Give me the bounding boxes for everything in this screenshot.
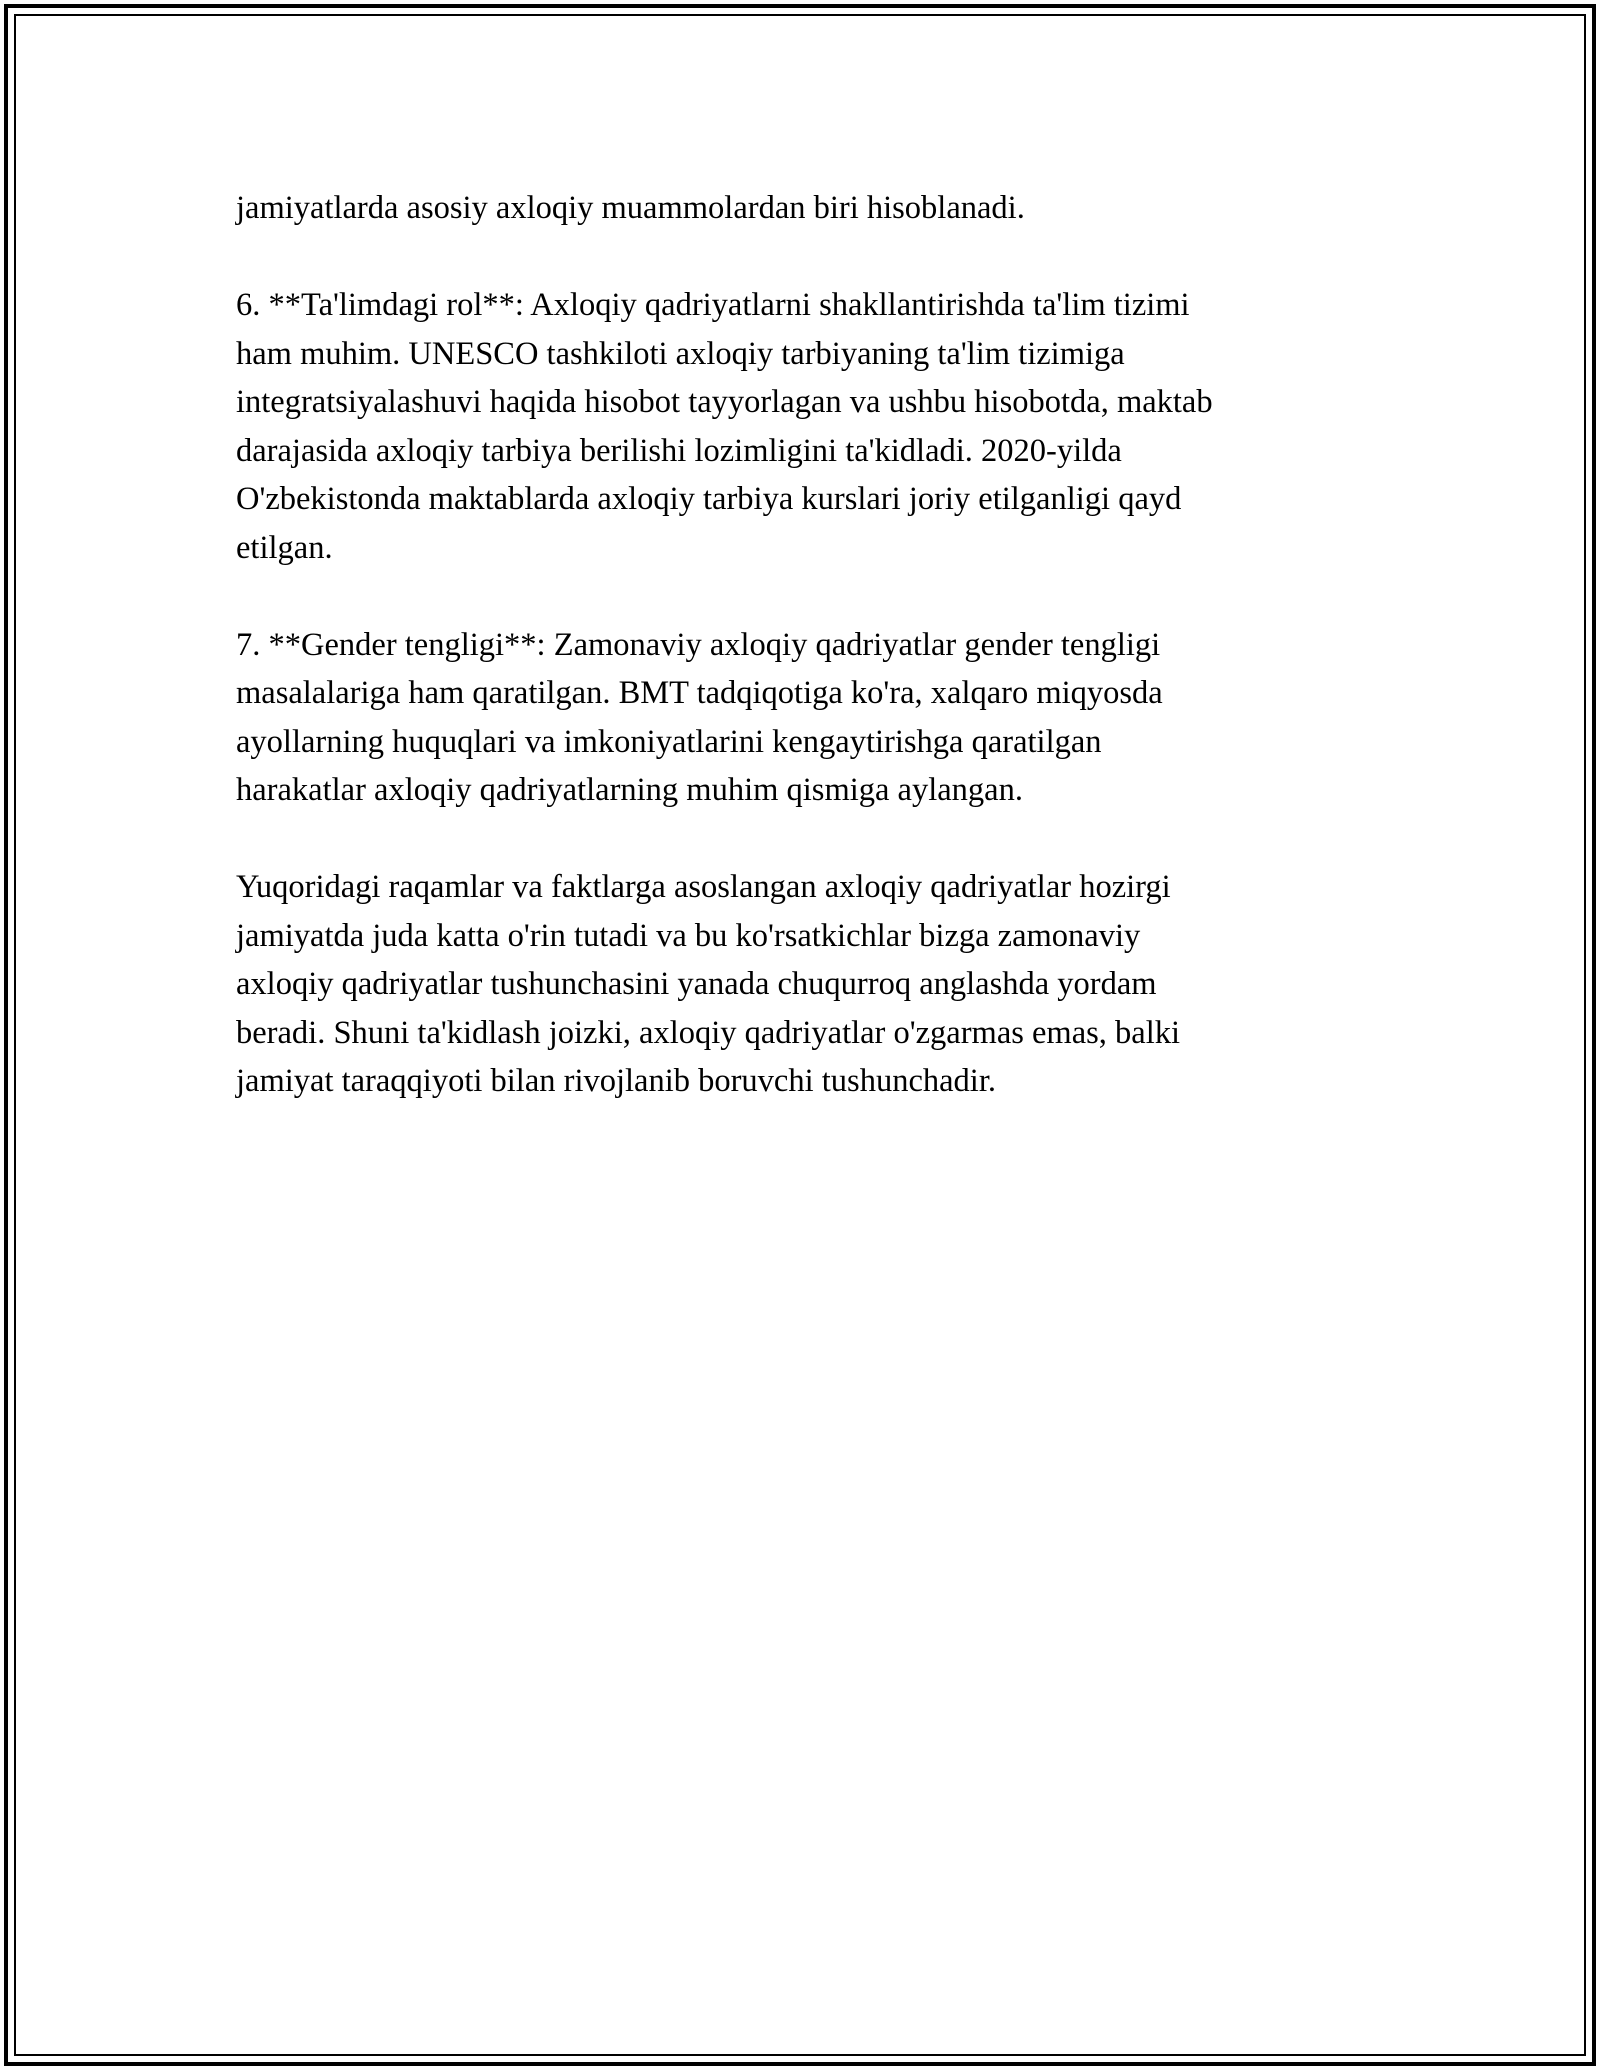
paragraph-item-6-education: 6. **Ta'limdagi rol**: Axloqiy qadriyatlarni shakllantirishda ta'lim tizimi ham muhim. UNESCO tashkiloti axloqiy tarbiyaning ta'lim tizimiga integratsiyalashuvi haqida hisobot tayyorlagan va ushbu hisobotda, maktab darajasida axloqiy tarbiya berilishi lozimligini ta'kidladi. 2020-yilda O'zbekistonda maktablarda axloqiy tarbiya kurslari joriy etilganligi qayd etilgan. xyxy=(236,287,1213,566)
paragraph-conclusion: Yuqoridagi raqamlar va faktlarga asoslangan axloqiy qadriyatlar hozirgi jamiyatda juda katta o'rin tutadi va bu ko'rsatkichlar bizga zamonaviy axloqiy qadriyatlar tushunchasini yanada chuqurroq anglashda yordam beradi. Shuni ta'kidlash joizki, axloqiy qadriyatlar o'zgarmas emas, balki jamiyat taraqqiyoti bilan rivojlanib boruvchi tushunchadir. xyxy=(236,869,1181,1099)
document-body xyxy=(236,184,1366,1154)
paragraph-item-7-gender-equality: 7. **Gender tengligi**: Zamonaviy axloqiy qadriyatlar gender tengligi masalalariga ham qaratilgan. BMT tadqiqotiga ko'ra, xalqaro miqyosda ayollarning huquqlari va imkoniyatlarini kengaytirishga qaratilgan harakatlar axloqiy qadriyatlarning muhim qismiga aylangan. xyxy=(236,626,1163,808)
paragraph-continuation: jamiyatlarda asosiy axloqiy muammolardan biri hisoblanadi. xyxy=(236,190,1025,226)
